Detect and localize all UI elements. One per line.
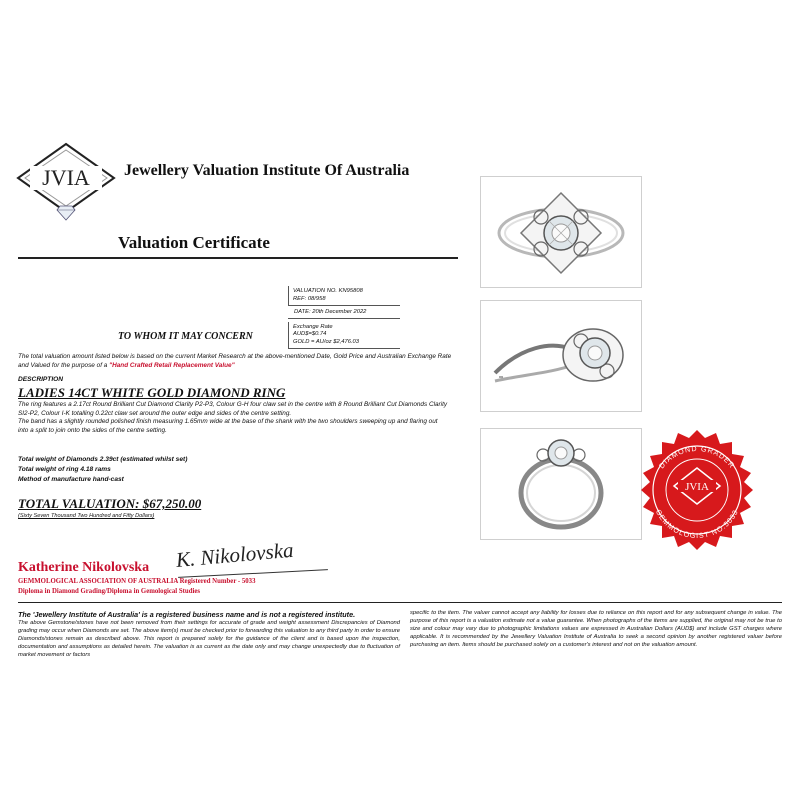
weights-block — [18, 455, 187, 485]
footer-divider — [18, 602, 782, 603]
valuation-purpose: "Hand Crafted Retail Replacement Value" — [109, 361, 235, 369]
certificate-title: Valuation Certificate — [118, 233, 270, 252]
seal-top-textpath: DIAMOND GRADER — [656, 443, 738, 471]
grader-association: GEMMOLOGICAL ASSOCIATION OF AUSTRALIA Registered Number - 5033 — [18, 578, 256, 585]
disclaimer-heading: The 'Jewellery Institute of Australia' is a registered business name and is not a registered institute. — [18, 610, 356, 619]
valuation-date: DATE: 20th December 2022 — [288, 309, 400, 319]
seal-logo-text: JVIA — [685, 481, 709, 493]
intro-text: The total valuation amount listed below is based on the current Market Research at the above-mentioned Date, Gold Price and Australian Exchange Rate and Valued for the purpose of a — [18, 353, 452, 369]
reference-number: REF: 08/958 — [293, 295, 326, 302]
item-description — [18, 401, 448, 435]
jvia-logo — [16, 142, 116, 226]
to-whom-heading: TO WHOM IT MAY CONCERN — [118, 331, 253, 342]
logo-text: JVIA — [42, 165, 90, 190]
reference-group — [288, 286, 400, 306]
gold-rate: GOLD = AU/oz $2,476.03 — [293, 338, 360, 345]
grader-diploma: Diploma in Diamond Grading/Diploma in Gemological Studies — [18, 588, 201, 595]
seal-bottom-textpath: GEMMOLOGIST NO.5033 — [653, 507, 741, 541]
diamond-weight: Total weight of Diamonds 2.39ct (estimated whilst set) — [18, 456, 188, 463]
intro-paragraph — [18, 353, 458, 370]
title-divider — [18, 257, 458, 259]
ring-photo-front — [480, 428, 642, 540]
diamond-grader-seal — [632, 428, 762, 558]
manufacture-method: Method of manufacture hand-cast — [18, 476, 124, 483]
organization-name: Jewellery Valuation Institute Of Australia — [124, 162, 410, 179]
disclaimer-right: specific to the item. The valuer cannot accept any liability for losses due to reliance on this report and for any subsequent change in value. The purpose of this report is a valuation estimate not a value guarantee. When photographs of the items are supplied, the original may not be true to size and colour may vary due to photographic limitations values are expressed in Australian Dollars (AUD$) and include GST charges where applicable. It is recommended by the Jewellery Valuation Institute of Australia to seek a second opinion by another registered valuer before purchasing an item. Items should be purchased solely on a customer's interest and not on the valuation amount. — [410, 610, 782, 648]
exchange-group — [288, 322, 400, 350]
total-valuation: TOTAL VALUATION: $67,250.00 — [18, 496, 202, 511]
disclaimer-left: The above Gemstone/stones have not been removed from their settings for accurate of grade and weight assessment Discrepancies of Diamond grading may occur when Diamonds are set. The above item(s) must be checked prior to forwarding this valuation to any third party in order to ensure Diamonds/stones remain as described above. This report is prepared solely for the guidance of the client and is based upon the inspection, documentation and assumptions as detailed herein. The valuation is as current as the date only and may change unexpectedly due to fluctuation of market movement or factors — [18, 620, 400, 658]
grader-name: Katherine Nikolovska — [18, 560, 150, 575]
total-valuation-words: (Sixty Seven Thousand Two Hundred and Fifty Dollars) — [18, 513, 155, 519]
item-title: LADIES 14CT WHITE GOLD DIAMOND RING — [18, 385, 286, 400]
ring-weight: Total weight of ring 4.18 rams — [18, 466, 111, 473]
ring-photo-top — [480, 176, 642, 288]
diamond-icon — [57, 206, 75, 220]
exchange-rate-label: Exchange Rate — [293, 323, 333, 330]
grader-signature: K. Nikolovska — [174, 537, 295, 572]
ring-photo-side — [480, 300, 642, 412]
reference-box — [288, 286, 400, 352]
description-paragraph-1: The ring features a 2.17ct Round Brilliant Cut Diamond Clarity P2-P3, Colour G-H four claw set in the centre with 8 Round Brilliant Cut Diamonds Clarity SI2-P2, Colour I-K totalling 0.22ct claw set around the outer edge and sides of the centre setting. — [18, 401, 448, 417]
aud-rate: AUD$=$0.74 — [293, 331, 327, 337]
description-paragraph-2: The band has a slightly rounded polished finish measuring 1.65mm wide at the base of the shank with the two shoulders sweeping up and flaring out into a split to join onto the sides of the centre setting. — [18, 418, 438, 434]
description-heading: DESCRIPTION — [18, 376, 64, 383]
valuation-number: VALUATION NO. KN95808 — [293, 288, 363, 294]
